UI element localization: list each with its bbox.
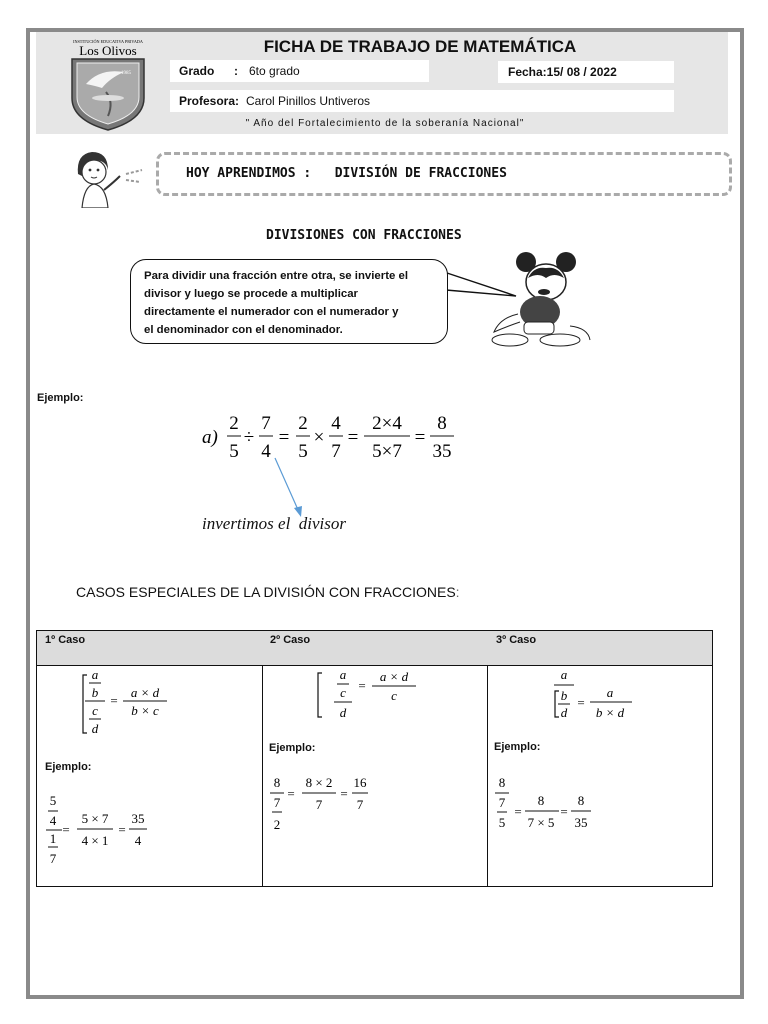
- term-c: c: [340, 685, 346, 700]
- term-c: 5: [498, 815, 506, 830]
- term-c: c: [92, 703, 98, 718]
- case-3-header: [487, 631, 712, 666]
- example-denominator: 4 × 1: [81, 833, 109, 848]
- term-a: 5: [49, 793, 57, 808]
- example-label: Ejemplo:: [37, 392, 84, 404]
- formula-denominator: b × c: [131, 703, 159, 718]
- case-2-example: [268, 773, 408, 837]
- example-denominator: 7 × 5: [527, 815, 555, 830]
- term-d: 7: [49, 851, 57, 866]
- case-1-example: [45, 791, 185, 871]
- grade-field: [170, 60, 429, 82]
- term-a: 8: [273, 775, 281, 790]
- equals-sign: =: [347, 427, 359, 448]
- frac4-den: 7: [331, 441, 341, 462]
- equals-sign: =: [358, 678, 366, 693]
- lesson-title: DIVISIONES CON FRACCIONES: [266, 228, 462, 243]
- sheet-title: FICHA DE TRABAJO DE MATEMÁTICA: [263, 37, 577, 56]
- grade-separator: :: [234, 64, 238, 78]
- case-3-header-label: 3º Caso: [496, 634, 537, 646]
- rule-line: el denominador con el denominador.: [144, 324, 343, 336]
- arrow-icon: [270, 456, 310, 520]
- equals-sign: =: [110, 693, 118, 708]
- case-1-example-label: Ejemplo:: [45, 761, 92, 773]
- frac6-den: 35: [432, 441, 452, 462]
- result-numerator: 16: [353, 775, 367, 790]
- division-example-formula: [198, 405, 468, 475]
- term-d: d: [91, 721, 99, 736]
- result-denominator: 35: [574, 815, 588, 830]
- term-b: 7: [273, 795, 281, 810]
- example-numerator: 8 × 2: [305, 775, 333, 790]
- example-denominator: 7: [315, 797, 323, 812]
- logo-top-text: INSTITUCIÓN EDUCATIVA PRIVADA: [73, 39, 143, 44]
- case-2-column: [262, 631, 488, 886]
- result-numerator: 35: [131, 811, 145, 826]
- invert-divisor-note: invertimos el divisor: [202, 514, 347, 533]
- case-3-formula: [552, 667, 662, 723]
- teacher-field: [170, 90, 674, 112]
- grade-label: Grado: [179, 64, 215, 78]
- teacher-label: Profesora:: [179, 94, 240, 108]
- formula-numerator: a × d: [130, 685, 160, 700]
- equals-sign: =: [340, 786, 348, 801]
- term-a: a: [91, 667, 99, 682]
- topic-banner-text: HOY APRENDIMOS : DIVISIÓN DE FRACCIONES: [186, 166, 507, 181]
- formula-numerator: a: [606, 685, 614, 700]
- frac6-num: 8: [437, 413, 447, 434]
- frac4-num: 4: [331, 413, 341, 434]
- frac5-num: 2×4: [372, 413, 402, 434]
- term-b: 7: [498, 795, 506, 810]
- case-1-header-label: 1º Caso: [45, 634, 86, 646]
- frac5-den: 5×7: [372, 441, 402, 462]
- year-motto: " Año del Fortalecimiento de la soberanía Nacional": [245, 118, 525, 129]
- equals-sign: =: [62, 822, 70, 837]
- frac2-num: 7: [261, 413, 271, 434]
- kid-illustration: [70, 148, 144, 208]
- equals-sign: =: [278, 427, 290, 448]
- term-c: 1: [49, 831, 57, 846]
- case-1-formula: [77, 667, 207, 739]
- equals-sign: =: [287, 786, 295, 801]
- term-c: 2: [273, 817, 281, 832]
- equals-sign: =: [560, 804, 568, 819]
- cases-table: [36, 630, 713, 887]
- equals-sign: =: [118, 822, 126, 837]
- equals-sign: =: [514, 804, 522, 819]
- teacher-value: Carol Pinillos Untiveros: [246, 94, 371, 108]
- term-d: d: [339, 705, 347, 720]
- frac1-den: 5: [229, 441, 239, 462]
- special-cases-title: [76, 584, 460, 600]
- logo-name: Los Olivos: [79, 43, 137, 58]
- rule-line: directamente el numerador con el numerador y: [144, 306, 399, 318]
- equals-sign: =: [414, 427, 426, 448]
- mouse-illustration: [484, 248, 594, 348]
- frac3-den: 5: [298, 441, 308, 462]
- frac1-num: 2: [229, 413, 239, 434]
- case-1-column: [37, 631, 263, 886]
- term-a: a: [339, 667, 347, 682]
- formula-denominator: b × d: [595, 705, 625, 720]
- date-field: [498, 61, 674, 83]
- result-denominator: 7: [356, 797, 364, 812]
- term-a: a: [560, 667, 568, 682]
- frac2-den: 4: [261, 441, 271, 462]
- formula-denominator: c: [391, 688, 397, 703]
- multiply-sign: ×: [313, 427, 325, 448]
- case-2-formula: [312, 667, 442, 723]
- rule-line: Para dividir una fracción entre otra, se invierte el: [144, 270, 408, 282]
- term-b: 4: [49, 813, 57, 828]
- term-a: 8: [498, 775, 506, 790]
- formula-numerator: a × d: [379, 669, 409, 684]
- case-3-example-label: Ejemplo:: [494, 741, 541, 753]
- equals-sign: =: [577, 695, 585, 710]
- divide-sign: ÷: [243, 427, 255, 448]
- case-1-header: [37, 631, 262, 666]
- rule-line: divisor y luego se procede a multiplicar: [144, 288, 358, 300]
- case-3-example: [493, 773, 633, 837]
- logo-year: 1985: [121, 71, 131, 76]
- example-numerator: 8: [537, 793, 545, 808]
- case-2-header: [262, 631, 487, 666]
- date-text: Fecha:15/ 08 / 2022: [508, 65, 617, 79]
- term-b: b: [91, 685, 99, 700]
- term-b: b: [560, 688, 568, 703]
- result-numerator: 8: [577, 793, 585, 808]
- example-numerator: 5 × 7: [81, 811, 109, 826]
- rule-text: [144, 267, 436, 339]
- special-cases-colon: :: [455, 584, 460, 600]
- case-3-column: [487, 631, 712, 886]
- case-2-header-label: 2º Caso: [270, 634, 311, 646]
- example-prefix: a): [202, 427, 218, 448]
- grade-value: 6to grado: [249, 64, 300, 78]
- term-d: d: [560, 705, 568, 720]
- result-denominator: 4: [134, 833, 142, 848]
- special-cases-title-text: CASOS ESPECIALES DE LA DIVISIÓN CON FRACCIONES: [76, 584, 456, 600]
- case-2-example-label: Ejemplo:: [269, 742, 316, 754]
- frac3-num: 2: [298, 413, 308, 434]
